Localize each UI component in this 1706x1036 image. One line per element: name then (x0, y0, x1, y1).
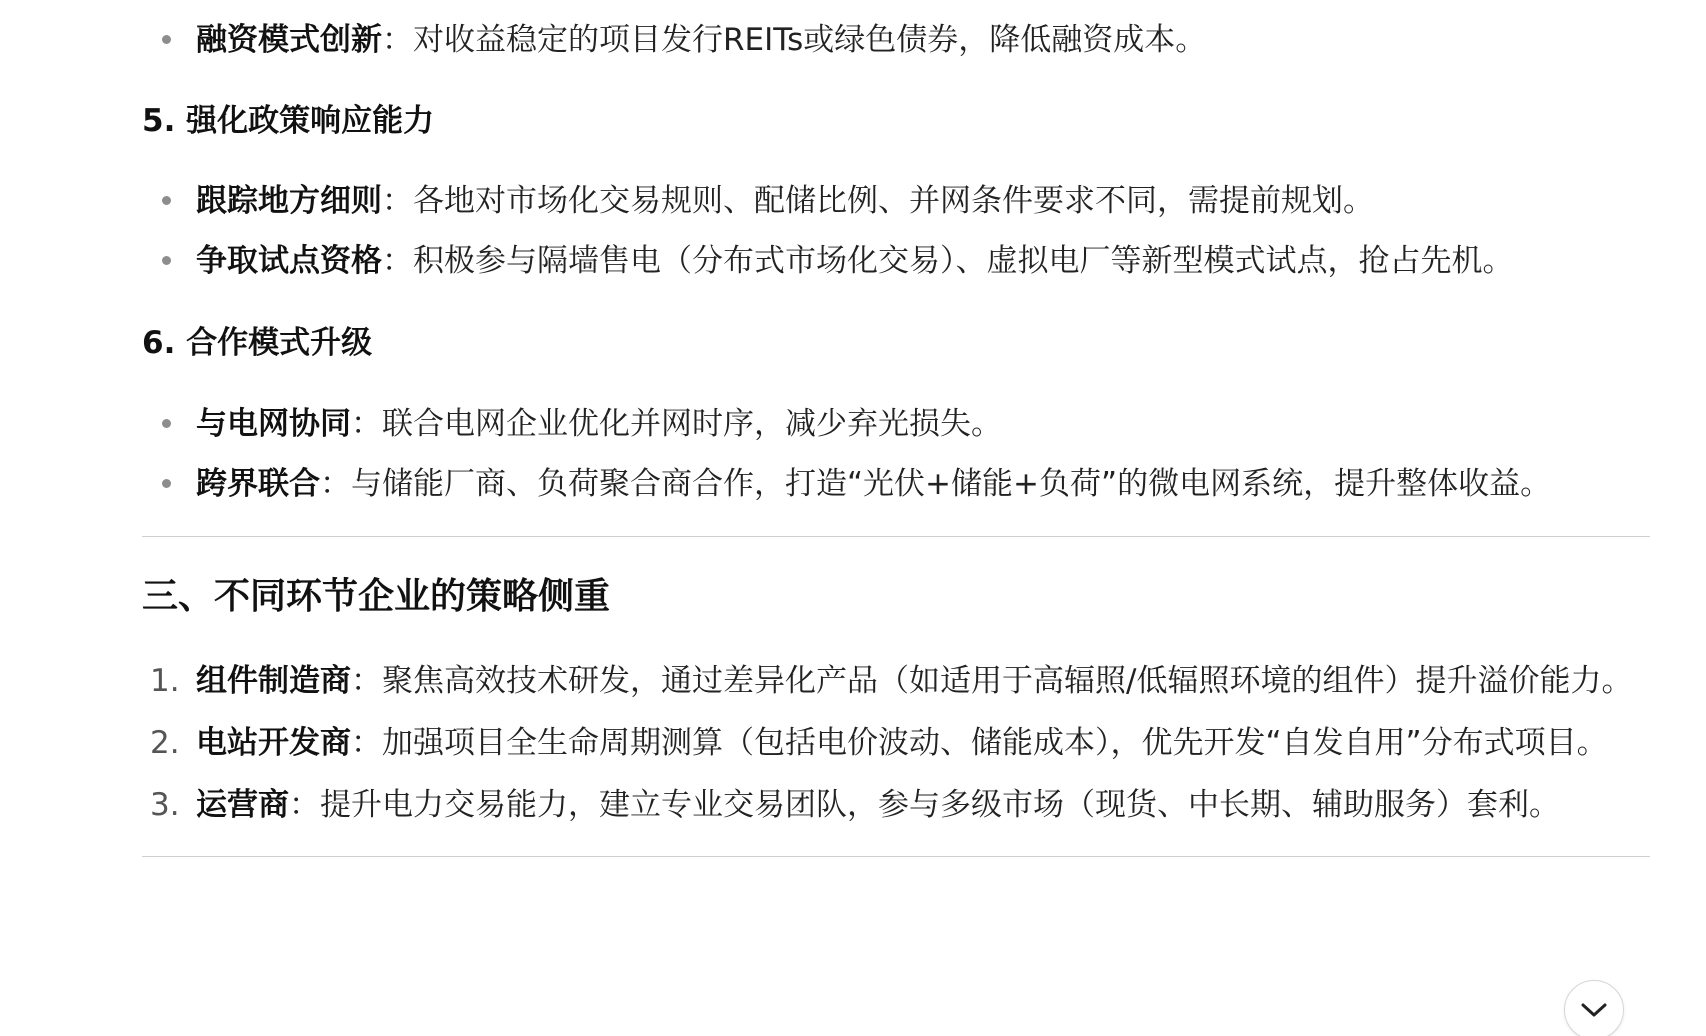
bottom-divider (142, 856, 1650, 857)
response-content (142, 0, 1650, 857)
list-item (142, 177, 1650, 225)
bullet-dot (162, 196, 171, 205)
list-item (142, 237, 1650, 285)
item-text: ：聚焦高效技术研发，通过差异化产品（如适用于高辐照/低辐照环境的组件）提升溢价能力。 (351, 663, 1633, 699)
bullet-dot (162, 256, 171, 265)
item-text: ：积极参与隔墙售电（分布式市场化交易）、虚拟电厂等新型模式试点，抢占先机。 (382, 243, 1514, 279)
chevron-down-icon (1579, 1001, 1609, 1019)
item-title: 电站开发商 (196, 725, 351, 761)
item-title: 争取试点资格 (196, 243, 382, 279)
section-5-list (142, 177, 1650, 285)
section-divider (142, 536, 1650, 537)
section-5-heading: 5. 强化政策响应能力 (142, 103, 435, 139)
item-title: 跟踪地方细则 (196, 183, 382, 219)
list-item (142, 652, 1650, 710)
list-item (142, 400, 1650, 448)
bullet-dot (162, 35, 171, 44)
item-number: 2. (150, 725, 180, 761)
item-title: 组件制造商 (196, 663, 351, 699)
item-title: 融资模式创新 (196, 22, 382, 58)
section-6-heading: 6. 合作模式升级 (142, 325, 373, 361)
part-3-heading: 三、不同环节企业的策略侧重 (142, 576, 611, 617)
item-text: ：提升电力交易能力，建立专业交易团队，参与多级市场（现货、中长期、辅助服务）套利。 (289, 787, 1560, 823)
list-item (142, 460, 1650, 508)
list-item (142, 714, 1650, 772)
item-title: 与电网协同 (196, 406, 351, 442)
item-number: 3. (150, 787, 180, 823)
item-text: ：与储能厂商、负荷聚合商合作，打造“光伏+储能+负荷”的微电网系统，提升整体收益。 (320, 466, 1552, 502)
top-bullet-list (142, 16, 1650, 64)
bullet-dot (162, 419, 171, 428)
part-3-list (142, 652, 1650, 834)
list-item (142, 776, 1650, 834)
item-text: ：加强项目全生命周期测算（包括电价波动、储能成本），优先开发“自发自用”分布式项目。 (351, 725, 1608, 761)
section-6-list (142, 400, 1650, 508)
item-text: ：各地对市场化交易规则、配储比例、并网条件要求不同，需提前规划。 (382, 183, 1374, 219)
item-number: 1. (150, 663, 180, 699)
item-title: 运营商 (196, 787, 289, 823)
item-title: 跨界联合 (196, 466, 320, 502)
bullet-dot (162, 479, 171, 488)
list-item (142, 16, 1650, 64)
item-text: ：对收益稳定的项目发行REITs或绿色债券，降低融资成本。 (382, 22, 1207, 58)
scroll-to-bottom-button[interactable] (1564, 980, 1624, 1036)
item-text: ：联合电网企业优化并网时序，减少弃光损失。 (351, 406, 1002, 442)
